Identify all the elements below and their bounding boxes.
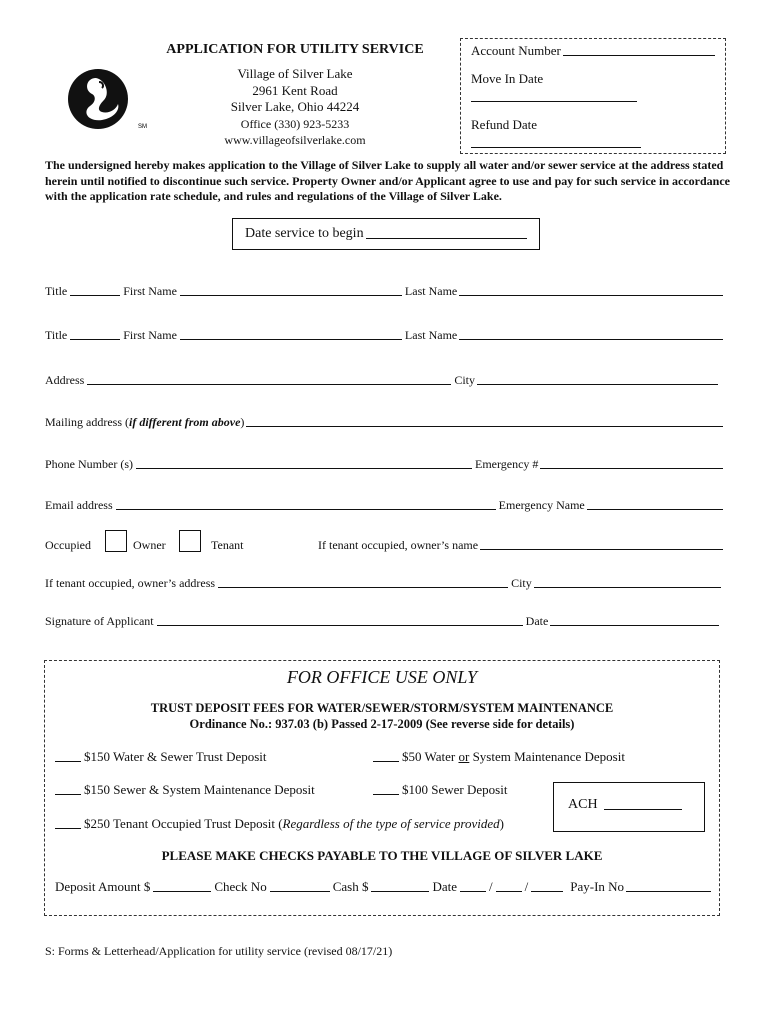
fee-tenant-field[interactable]	[55, 828, 81, 829]
owner-name-field[interactable]	[480, 549, 723, 550]
refund-date-field[interactable]	[471, 147, 641, 148]
deposit-row	[55, 879, 713, 895]
signature-field[interactable]	[157, 625, 523, 626]
checks-payable: PLEASE MAKE CHECKS PAYABLE TO THE VILLAGE OF SILVER LAKE	[161, 848, 603, 863]
address-row	[45, 373, 720, 388]
title-label: Title	[45, 284, 68, 298]
date-service-label: Date service to begin	[245, 226, 364, 241]
village-city: Silver Lake, Ohio 44224	[230, 99, 360, 114]
mailing-row	[45, 415, 725, 430]
swan-logo	[66, 68, 156, 130]
village-name: Village of Silver Lake	[237, 66, 353, 81]
city-field[interactable]	[477, 384, 718, 385]
footer-path: S: Forms & Letterhead/Application for utility service (revised 08/17/21)	[45, 944, 393, 958]
address-label: Address	[45, 373, 85, 387]
ordinance-line: Ordinance No.: 937.03 (b) Passed 2-17-2009 (See reverse side for details)	[189, 717, 575, 731]
ach-label: ACH	[568, 797, 598, 812]
last-name-field[interactable]	[459, 339, 723, 340]
phone-field[interactable]	[136, 468, 472, 469]
page-title: APPLICATION FOR UTILITY SERVICE	[166, 42, 424, 57]
signature-date-label: Date	[525, 614, 549, 628]
move-in-date-label: Move In Date	[471, 71, 544, 86]
village-street: 2961 Kent Road	[252, 82, 338, 98]
owner-name-label: If tenant occupied, owner’s name	[318, 538, 479, 552]
deposit-amount-label: Deposit Amount $	[55, 879, 151, 894]
address-field[interactable]	[87, 384, 451, 385]
signature-label: Signature of Applicant	[45, 614, 154, 628]
mailing-field[interactable]	[246, 426, 723, 427]
fee-sewer-system	[55, 782, 315, 798]
fee-water-sewer-field[interactable]	[55, 761, 81, 762]
fee-water-sewer-label: $150 Water & Sewer Trust Deposit	[84, 749, 267, 764]
date-slash: /	[489, 879, 493, 894]
emergency-number-field[interactable]	[540, 468, 723, 469]
title-field[interactable]	[70, 339, 120, 340]
signature-row	[45, 614, 721, 629]
email-field[interactable]	[116, 509, 496, 510]
first-name-label: First Name	[123, 284, 177, 298]
last-name-label: Last Name	[404, 328, 458, 342]
village-website: www.villageofsilverlake.com	[224, 133, 366, 147]
intro-paragraph: The undersigned hereby makes application to the Village of Silver Lake to supply all water and/or sewer service at the address stated herein until notified to discontinue such service. Property Owner and/or Applicant agree to use and pay for such service in accordance with the application rate schedule, and rules and regulations of the Village of Silver Lake.	[45, 158, 730, 203]
office-sub-heading: TRUST DEPOSIT FEES FOR WATER/SEWER/STORM/SYSTEM MAINTENANCE	[150, 701, 614, 715]
date-service-field[interactable]	[366, 238, 527, 239]
office-date-year-field[interactable]	[531, 891, 563, 892]
fee-water-sewer	[55, 749, 267, 765]
last-name-label: Last Name	[404, 284, 458, 298]
deposit-amount-field[interactable]	[153, 891, 211, 892]
fee-water-system-field[interactable]	[373, 761, 399, 762]
fee-water-system	[373, 749, 625, 765]
fee-water-system-label: $50 Water or System Maintenance Deposit	[402, 749, 625, 764]
phone-label: Phone Number (s)	[45, 457, 133, 471]
village-phone: Office (330) 923-5233	[240, 116, 350, 131]
signature-date-field[interactable]	[550, 625, 719, 626]
office-date-month-field[interactable]	[460, 891, 486, 892]
ach-field[interactable]	[604, 809, 682, 810]
name-row-2	[45, 328, 725, 343]
emergency-number-label: Emergency #	[474, 457, 539, 471]
move-in-date-field[interactable]	[471, 101, 637, 102]
tenant-checkbox[interactable]	[179, 530, 201, 552]
fee-tenant-label: $250 Tenant Occupied Trust Deposit (Regardless of the type of service provided)	[84, 816, 504, 831]
refund-date-label: Refund Date	[471, 117, 538, 132]
name-row-1	[45, 284, 725, 299]
pay-in-field[interactable]	[626, 891, 711, 892]
date-service-box	[232, 218, 540, 250]
first-name-label: First Name	[123, 328, 177, 342]
occupancy-row	[45, 530, 725, 554]
fee-sewer-system-label: $150 Sewer & System Maintenance Deposit	[84, 782, 315, 797]
emergency-name-field[interactable]	[587, 509, 723, 510]
fee-sewer	[373, 782, 507, 798]
email-label: Email address	[45, 498, 113, 512]
last-name-field[interactable]	[459, 295, 723, 296]
owner-label: Owner	[133, 538, 166, 552]
fee-sewer-label: $100 Sewer Deposit	[402, 782, 508, 797]
city-label: City	[454, 373, 475, 387]
office-use-box	[44, 660, 720, 916]
email-row	[45, 498, 725, 513]
mailing-label: Mailing address (if different from above)	[45, 415, 245, 429]
owner-checkbox[interactable]	[105, 530, 127, 552]
cash-field[interactable]	[371, 891, 429, 892]
owner-address-field[interactable]	[218, 587, 508, 588]
pay-in-label: Pay-In No	[570, 879, 625, 894]
phone-row	[45, 457, 725, 472]
check-no-field[interactable]	[270, 891, 330, 892]
office-date-day-field[interactable]	[496, 891, 522, 892]
first-name-field[interactable]	[180, 295, 402, 296]
account-number-field[interactable]	[563, 55, 715, 56]
owner-city-label: City	[511, 576, 532, 590]
title-label: Title	[45, 328, 68, 342]
cash-label: Cash $	[332, 879, 369, 894]
owner-address-row	[45, 576, 723, 591]
fee-sewer-field[interactable]	[373, 794, 399, 795]
owner-city-field[interactable]	[534, 587, 721, 588]
account-box	[460, 38, 726, 154]
title-field[interactable]	[70, 295, 120, 296]
occupied-label: Occupied	[45, 538, 91, 552]
swan-logo-icon	[66, 68, 156, 130]
date-slash: /	[524, 879, 529, 894]
owner-address-label: If tenant occupied, owner’s address	[45, 576, 216, 590]
fee-sewer-system-field[interactable]	[55, 794, 81, 795]
logo-mark: SM	[138, 124, 147, 130]
ach-box	[553, 782, 705, 832]
first-name-field[interactable]	[180, 339, 402, 340]
fee-tenant	[55, 816, 504, 832]
office-date-label: Date	[432, 879, 457, 894]
office-use-heading: FOR OFFICE USE ONLY	[286, 667, 478, 687]
account-number-label: Account Number	[471, 43, 561, 58]
check-no-label: Check No	[214, 879, 267, 894]
tenant-label: Tenant	[211, 538, 244, 552]
village-address-block	[170, 66, 420, 149]
emergency-name-label: Emergency Name	[498, 498, 585, 512]
